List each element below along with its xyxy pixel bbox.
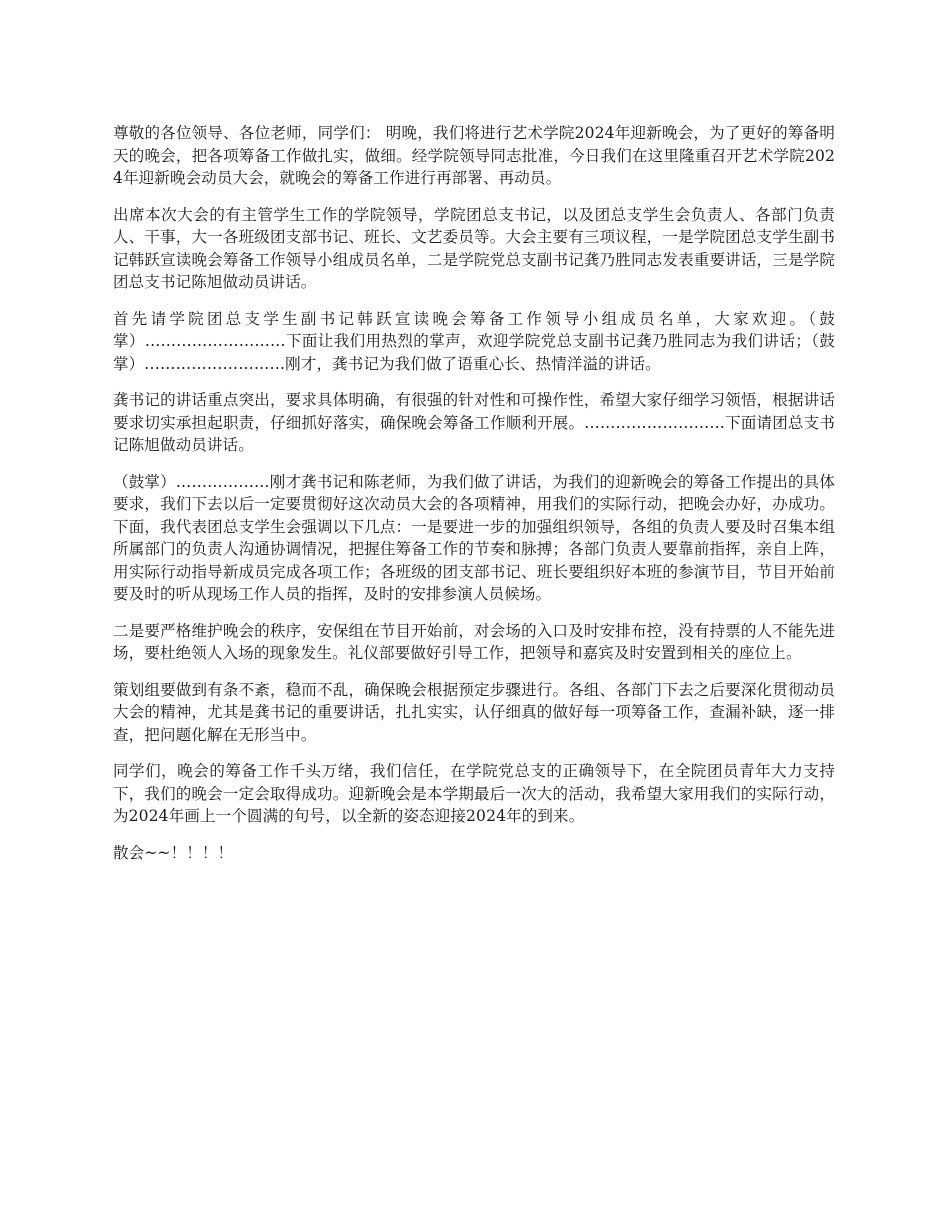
paragraph-requirements-two: 二是要严格维护晚会的秩序，安保组在节目开始前，对会场的入口及时安排布控，没有持票的人不能先进场，要杜绝领人入场的现象发生。礼仪部要做好引导工作，把领导和嘉宾及时安置到相关的座位上。 (113, 621, 835, 662)
document-body (113, 122, 835, 878)
paragraph-attendees-agenda: 出席本次大会的有主管学生工作的学院领导，学院团总支书记，以及团总支学生会负责人、各部门负责人、干事，大一各班级团支部书记、班长、文艺委员等。大会主要有三项议程，一是学院团总支学生副书记韩跃宣读晚会筹备工作领导小组成员名单，二是学院党总支副书记龚乃胜同志发表重要讲话，三是学院团总支书记陈旭做动员讲话。 (113, 205, 835, 291)
paragraph-greeting: 尊敬的各位领导、各位老师，同学们： 明晚，我们将进行艺术学院2024年迎新晚会，为了更好的筹备明天的晚会，把各项筹备工作做扎实，做细。经学院领导同志批准，今日我们在这里隆重召开艺术学院2024年迎新晚会动员大会，就晚会的筹备工作进行再部署、再动员。 (113, 124, 835, 187)
paragraph-speech-summary: 龚书记的讲话重点突出，要求具体明确，有很强的针对性和可操作性，希望大家仔细学习领悟，根据讲话要求切实承担起职责，仔细抓好落实，确保晚会筹备工作顺利开展。………………………下面请团总支书记陈旭做动员讲话。 (113, 391, 835, 454)
paragraph-first-agenda: 首先请学院团总支学生副书记韩跃宣读晚会筹备工作领导小组成员名单，大家欢迎。（鼓掌）………………………下面让我们用热烈的掌声，欢迎学院党总支副书记龚乃胜同志为我们讲话；（鼓掌）………………………刚才，龚书记为我们做了语重心长、热情洋溢的讲话。 (113, 309, 835, 373)
paragraph-planning-group: 策划组要做到有条不紊，稳而不乱，确保晚会根据预定步骤进行。各组、各部门下去之后要深化贯彻动员大会的精神，尤其是龚书记的重要讲话，扎扎实实，认仔细真的做好每一项筹备工作，查漏补缺，逐一排查，把问题化解在无形当中。 (113, 680, 835, 744)
paragraph-closing: 同学们，晚会的筹备工作千头万绪，我们信任，在学院党总支的正确领导下，在全院团员青年大力支持下，我们的晚会一定会取得成功。迎新晚会是本学期最后一次大的活动，我希望大家用我们的实际行动，为2024年画上一个圆满的句号，以全新的姿态迎接2024年的到来。 (113, 762, 835, 825)
paragraph-dismiss: 散会~~！！！！ (113, 843, 234, 862)
paragraph-requirements-one: （鼓掌）………………刚才龚书记和陈老师，为我们做了讲话，为我们的迎新晚会的筹备工作提出的具体要求，我们下去以后一定要贯彻好这次动员大会的各项精神，用我们的实际行动，把晚会办好，办成功。下面，我代表团总支学生会强调以下几点：一是要进一步的加强组织领导，各组的负责人要及时召集本组所属部门的负责人沟通协调情况，把握住筹备工作的节奏和脉搏；各部门负责人要靠前指挥，亲自上阵，用实际行动指导新成员完成各项工作；各班级的团支部书记、班长要组织好本班的参演节目，节目开始前要及时的听从现场工作人员的指挥，及时的安排参演人员候场。 (113, 472, 835, 603)
